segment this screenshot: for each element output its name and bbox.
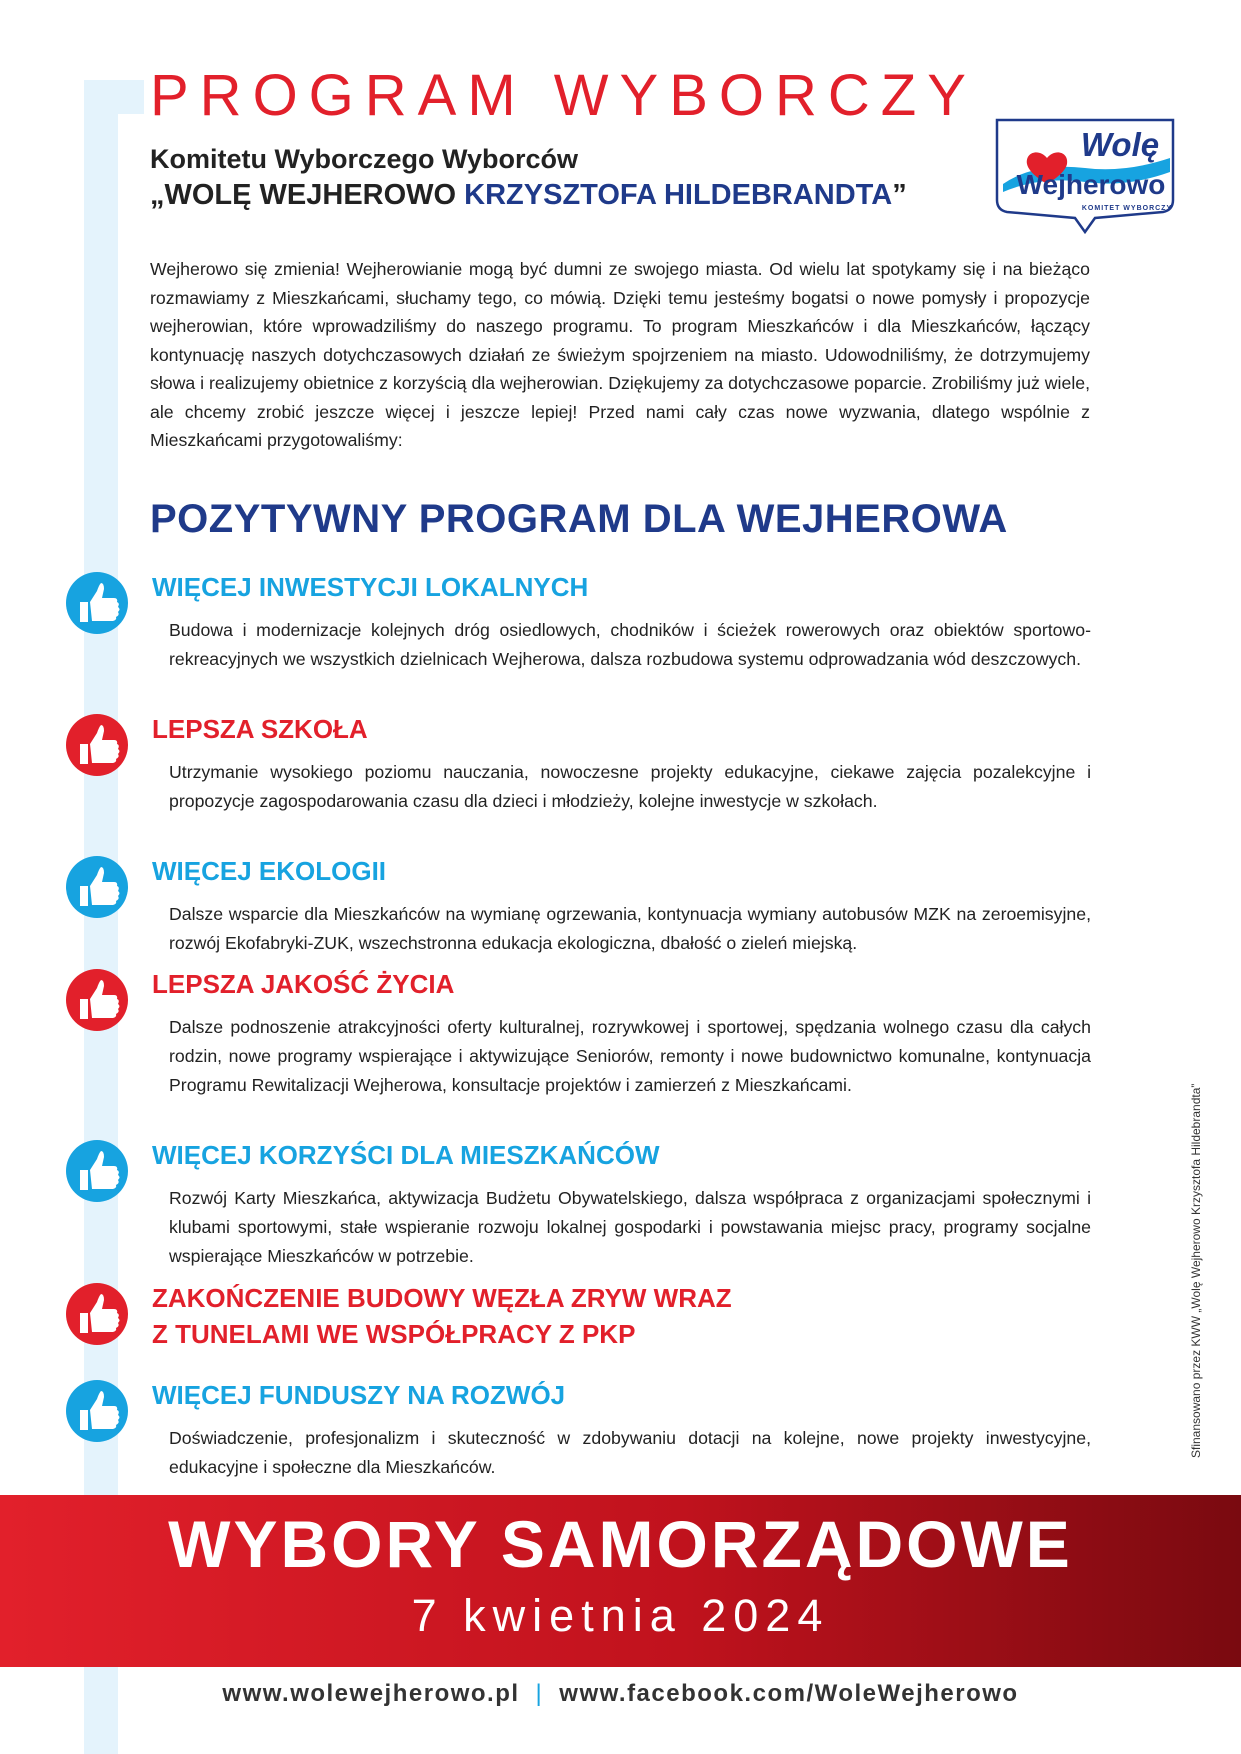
- footer-separator: |: [535, 1680, 544, 1707]
- item-description: Utrzymanie wysokiego poziomu nauczania, nowoczesne projekty edukacyjne, ciekawe zajęcia pozalekcyjne i propozycje zagospodarowania czasu dla dzieci i młodzieży, kolejne inwestycje w szkołach.: [169, 762, 1091, 811]
- thumbs-up-icon: [66, 1283, 128, 1345]
- thumbs-up-icon: [66, 714, 128, 776]
- logo-caption: KOMITET WYBORCZY: [1081, 205, 1173, 212]
- item-description: Dalsze podnoszenie atrakcyjności oferty kulturalnej, rozrywkowej i sportowej, spędzania wolnego czasu dla całych rodzin, nowe programy wspierające i aktywizujące Seniorów, remonty i nowe budownictwo komunalne, kontynuacja Programu Rewitalizacji Wejherowa, konsultacje projektów i zamierzeń z Mieszkańcami.: [169, 1017, 1091, 1095]
- item-title: LEPSZA JAKOŚĆ ŻYCIA: [152, 969, 455, 999]
- footer-links: [0, 1680, 1241, 1708]
- funding-note: Sfinansowano przez KWW „Wolę Wejherowo Krzysztofa Hildebrandta”: [1189, 1083, 1203, 1458]
- item-title: LEPSZA SZKOŁA: [152, 714, 368, 744]
- item-description: Budowa i modernizacje kolejnych dróg osiedlowych, chodników i ścieżek rowerowych oraz obiektów sportowo-rekreacyjnych we wszystkich dzielnicach Wejherowa, dalsza rozbudowa systemu odprowadzania wód deszczowych.: [169, 620, 1091, 669]
- page-title: PROGRAM WYBORCZY: [150, 63, 977, 128]
- item-title: WIĘCEJ EKOLOGII: [152, 856, 387, 886]
- logo-word-2: Wejherowo: [1016, 169, 1166, 200]
- committee-full-name: [150, 179, 907, 212]
- item-title: WIĘCEJ KORZYŚCI DLA MIESZKAŃCÓW: [152, 1140, 660, 1170]
- item-description: Dalsze wsparcie dla Mieszkańców na wymianę ogrzewania, kontynuacja wymiany autobusów MZK na zeroemisyjne, rozwój Ekofabryki-ZUK, wszechstronna edukacja ekologiczna, dbałość o zieleń miejską.: [169, 904, 1091, 953]
- thumbs-up-icon: [66, 856, 128, 918]
- wole-wejherowo-logo: [995, 118, 1175, 234]
- election-date: 7 kwietnia 2024: [411, 1590, 830, 1641]
- thumbs-up-icon: [66, 1380, 128, 1442]
- item-description: Rozwój Karty Mieszkańca, aktywizacja Budżetu Obywatelskiego, dalsza współpraca z organizacjami społecznymi i klubami sportowymi, stałe wspieranie rozwoju lokalnej gospodarki i powstawania miejsc pracy, programy socjalne wspierające Mieszkańców w potrzebie.: [169, 1188, 1091, 1266]
- committee-name-end: ”: [892, 179, 907, 211]
- facebook-link[interactable]: www.facebook.com/WoleWejherowo: [559, 1680, 1019, 1707]
- intro-paragraph: Wejherowo się zmienia! Wejherowianie mogą być dumni ze swojego miasta. Od wielu lat spotykamy się i na bieżąco rozmawiamy z Mieszkańcami, słuchamy tego, co mówią. Dzięki temu jesteśmy bogatsi o nowe pomysły i propozycje wejherowian, które wprowadziliśmy do naszego programu. To program Mieszkańców i dla Mieszkańców, łączący kontynuację naszych dotychczasowych działań ze świeżym spojrzeniem na miasto. Udowodniliśmy, że dotrzymujemy słowa i realizujemy obietnice z korzyścią dla wejherowian. Dziękujemy za dotychczasowe poparcie. Zrobiliśmy już wiele, ale chcemy zrobić jeszcze więcej i jeszcze lepiej! Przed nami cały czas nowe wyzwania, dlatego wspólnie z Mieszkańcami przygotowaliśmy:: [150, 259, 1090, 450]
- item-title: ZAKOŃCZENIE BUDOWY WĘZŁA ZRYW WRAZ: [152, 1283, 732, 1313]
- logo-word-1: Wolę: [1080, 126, 1160, 163]
- program-headline: POZYTYWNY PROGRAM DLA WEJHEROWA: [150, 497, 1008, 541]
- thumbs-up-icon: [66, 1140, 128, 1202]
- item-description: Doświadczenie, profesjonalizm i skuteczność w zdobywaniu dotacji na kolejne, nowe projekty inwestycyjne, edukacyjne i społeczne dla Mieszkańców.: [169, 1428, 1091, 1477]
- decorative-bar-top: [84, 80, 144, 114]
- item-title: WIĘCEJ FUNDUSZY NA ROZWÓJ: [152, 1380, 566, 1410]
- thumbs-up-icon: [66, 969, 128, 1031]
- committee-name-start: „WOLĘ WEJHEROWO: [150, 179, 465, 211]
- thumbs-up-icon: [66, 572, 128, 634]
- election-title: WYBORY SAMORZĄDOWE: [168, 1507, 1073, 1581]
- item-title: WIĘCEJ INWESTYCJI LOKALNYCH: [152, 572, 589, 602]
- committee-name: Komitetu Wyborczego Wyborców: [150, 144, 579, 174]
- candidate-name: KRZYSZTOFA HILDEBRANDTA: [464, 179, 893, 211]
- website-link[interactable]: www.wolewejherowo.pl: [222, 1680, 520, 1707]
- item-title-line-2: Z TUNELAMI WE WSPÓŁPRACY Z PKP: [152, 1319, 636, 1349]
